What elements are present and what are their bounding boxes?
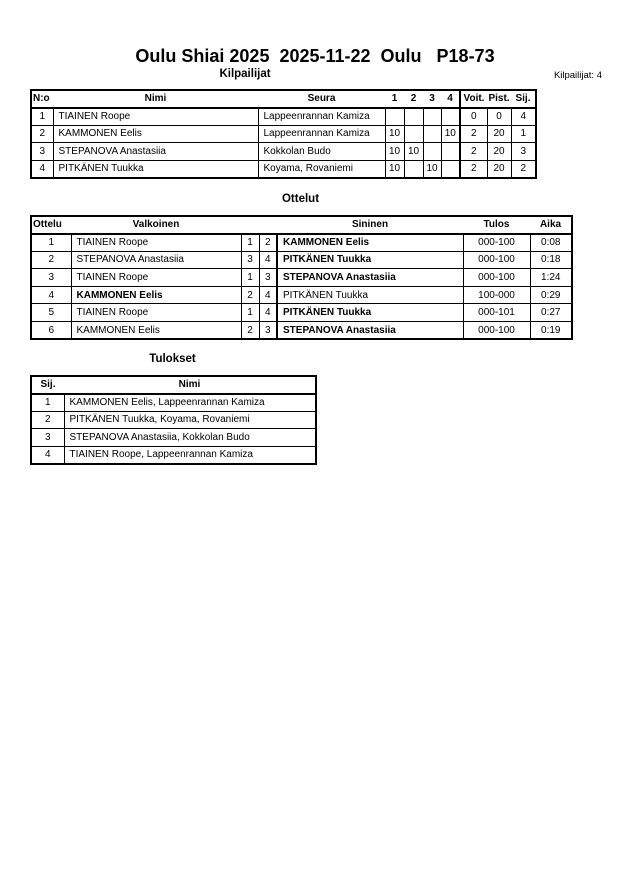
match-result: 000-101 <box>463 304 530 322</box>
result-place: 3 <box>31 429 64 447</box>
white-competitor-number: 1 <box>241 304 259 322</box>
round-score: 10 <box>441 125 460 143</box>
matches-header-row <box>31 216 572 234</box>
result-place: 4 <box>31 446 64 464</box>
match-time: 1:24 <box>530 269 572 287</box>
round-score: 10 <box>385 143 404 161</box>
col-header-number: N:o <box>31 90 53 108</box>
competitor-wins: 0 <box>460 108 487 126</box>
white-competitor-number: 2 <box>241 322 259 340</box>
competitor-wins: 2 <box>460 125 487 143</box>
blue-competitor-name: STEPANOVA Anastasiia <box>277 269 463 287</box>
competitor-number: 2 <box>31 125 53 143</box>
result-name: TIAINEN Roope, Lappeenrannan Kamiza <box>64 446 316 464</box>
col-header-white: Valkoinen <box>71 216 241 234</box>
match-row <box>31 286 572 304</box>
white-competitor-name: KAMMONEN Eelis <box>71 322 241 340</box>
col-header-points: Pist. <box>487 90 511 108</box>
competitor-points: 20 <box>487 143 511 161</box>
white-competitor-number: 1 <box>241 269 259 287</box>
match-time: 0:27 <box>530 304 572 322</box>
match-number: 4 <box>31 286 71 304</box>
competitor-points: 0 <box>487 108 511 126</box>
blue-competitor-name: PITKÄNEN Tuukka <box>277 286 463 304</box>
blue-competitor-name: STEPANOVA Anastasiia <box>277 322 463 340</box>
white-competitor-name: STEPANOVA Anastasiia <box>71 251 241 269</box>
matches-table <box>30 215 573 340</box>
match-number: 2 <box>31 251 71 269</box>
result-place: 2 <box>31 411 64 429</box>
competitor-points: 20 <box>487 160 511 178</box>
competitor-place: 2 <box>511 160 536 178</box>
competitor-name: PITKÄNEN Tuukka <box>53 160 258 178</box>
competitor-number: 1 <box>31 108 53 126</box>
white-competitor-name: TIAINEN Roope <box>71 304 241 322</box>
white-competitor-number: 3 <box>241 251 259 269</box>
blue-competitor-number: 4 <box>259 251 277 269</box>
round-score <box>423 125 441 143</box>
match-time: 0:18 <box>530 251 572 269</box>
result-name: KAMMONEN Eelis, Lappeenrannan Kamiza <box>64 394 316 412</box>
competitor-club: Kokkolan Budo <box>258 143 385 161</box>
match-row <box>31 251 572 269</box>
competitor-place: 1 <box>511 125 536 143</box>
blue-competitor-number: 2 <box>259 234 277 252</box>
round-score: 10 <box>404 143 423 161</box>
round-score <box>404 125 423 143</box>
round-score <box>423 108 441 126</box>
result-name: STEPANOVA Anastasiia, Kokkolan Budo <box>64 429 316 447</box>
competitor-name: STEPANOVA Anastasiia <box>53 143 258 161</box>
col-header-round-3: 3 <box>423 90 441 108</box>
result-place: 1 <box>31 394 64 412</box>
competitor-number: 4 <box>31 160 53 178</box>
result-row <box>31 411 316 429</box>
round-score <box>423 143 441 161</box>
match-time: 0:29 <box>530 286 572 304</box>
competitor-points: 20 <box>487 125 511 143</box>
match-result: 000-100 <box>463 269 530 287</box>
col-header-club: Seura <box>258 90 385 108</box>
white-competitor-number: 2 <box>241 286 259 304</box>
round-score: 10 <box>423 160 441 178</box>
round-score <box>385 108 404 126</box>
col-header-match: Ottelu <box>31 216 71 234</box>
match-result: 000-100 <box>463 322 530 340</box>
blue-competitor-name: PITKÄNEN Tuukka <box>277 304 463 322</box>
match-number: 6 <box>31 322 71 340</box>
blue-competitor-name: PITKÄNEN Tuukka <box>277 251 463 269</box>
match-time: 0:08 <box>530 234 572 252</box>
blue-competitor-number: 4 <box>259 304 277 322</box>
white-competitor-name: KAMMONEN Eelis <box>71 286 241 304</box>
matches-section-title: Ottelut <box>281 193 320 205</box>
match-row <box>31 304 572 322</box>
result-row <box>31 429 316 447</box>
competitors-table <box>30 89 537 179</box>
blue-competitor-number: 3 <box>259 322 277 340</box>
competitors-count: Kilpailijat: 4 <box>553 70 602 81</box>
competitor-place: 3 <box>511 143 536 161</box>
blue-competitor-name: KAMMONEN Eelis <box>277 234 463 252</box>
match-row <box>31 269 572 287</box>
match-number: 5 <box>31 304 71 322</box>
match-number: 3 <box>31 269 71 287</box>
match-row <box>31 322 572 340</box>
results-table <box>30 375 317 465</box>
competitor-name: KAMMONEN Eelis <box>53 125 258 143</box>
col-header-wins: Voit. <box>460 90 487 108</box>
competitor-wins: 2 <box>460 160 487 178</box>
competitors-section-title: Kilpailijat <box>219 68 271 80</box>
result-row <box>31 394 316 412</box>
competitors-header-row <box>31 90 536 108</box>
blue-competitor-number: 4 <box>259 286 277 304</box>
competitor-name: TIAINEN Roope <box>53 108 258 126</box>
col-header-name: Nimi <box>64 376 316 394</box>
competitor-place: 4 <box>511 108 536 126</box>
match-result: 000-100 <box>463 234 530 252</box>
competitor-number: 3 <box>31 143 53 161</box>
page-title: Oulu Shiai 2025 2025-11-22 Oulu P18-73 <box>135 46 495 66</box>
white-competitor-name: TIAINEN Roope <box>71 269 241 287</box>
white-competitor-number: 1 <box>241 234 259 252</box>
round-score <box>441 160 460 178</box>
competitor-club: Lappeenrannan Kamiza <box>258 108 385 126</box>
round-score: 10 <box>385 125 404 143</box>
col-header-place: Sij. <box>31 376 64 394</box>
competitor-row <box>31 108 536 126</box>
match-result: 100-000 <box>463 286 530 304</box>
blue-competitor-number: 3 <box>259 269 277 287</box>
competitor-club: Koyama, Rovaniemi <box>258 160 385 178</box>
match-row <box>31 234 572 252</box>
col-header-place: Sij. <box>511 90 536 108</box>
col-header-round-1: 1 <box>385 90 404 108</box>
col-header-result: Tulos <box>463 216 530 234</box>
competitor-row <box>31 160 536 178</box>
round-score <box>404 160 423 178</box>
results-section-title: Tulokset <box>149 353 196 365</box>
white-competitor-name: TIAINEN Roope <box>71 234 241 252</box>
match-time: 0:19 <box>530 322 572 340</box>
col-header-round-4: 4 <box>441 90 460 108</box>
competitor-row <box>31 143 536 161</box>
round-score <box>404 108 423 126</box>
round-score: 10 <box>385 160 404 178</box>
col-header-time: Aika <box>530 216 572 234</box>
col-header-blue-number <box>259 216 277 234</box>
col-header-white-number <box>241 216 259 234</box>
match-number: 1 <box>31 234 71 252</box>
match-result: 000-100 <box>463 251 530 269</box>
result-name: PITKÄNEN Tuukka, Koyama, Rovaniemi <box>64 411 316 429</box>
competitor-wins: 2 <box>460 143 487 161</box>
competitor-row <box>31 125 536 143</box>
result-row <box>31 446 316 464</box>
results-header-row <box>31 376 316 394</box>
col-header-name: Nimi <box>53 90 258 108</box>
round-score <box>441 143 460 161</box>
col-header-blue: Sininen <box>277 216 463 234</box>
competitor-club: Lappeenrannan Kamiza <box>258 125 385 143</box>
col-header-round-2: 2 <box>404 90 423 108</box>
round-score <box>441 108 460 126</box>
